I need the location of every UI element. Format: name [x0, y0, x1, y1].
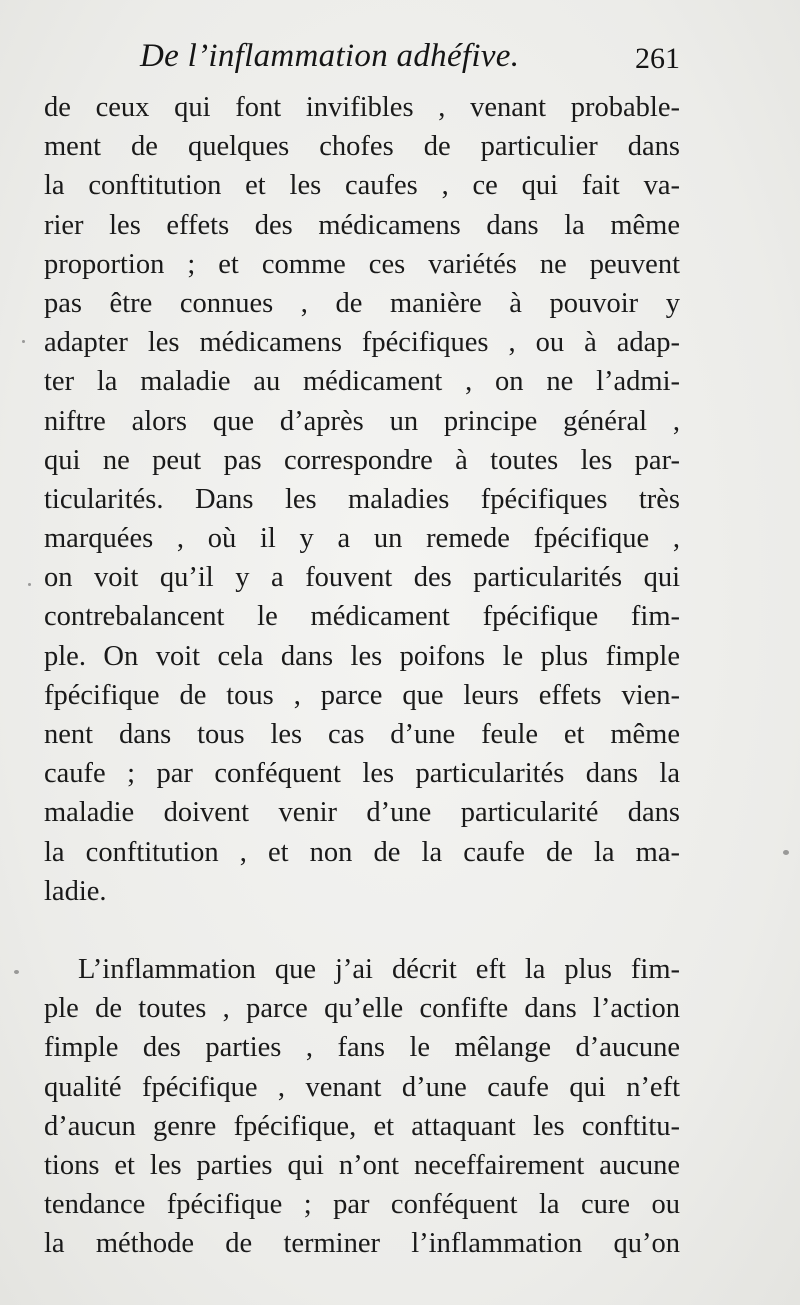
text-line: ple de toutes , parce qu’elle confifte dans l’action: [44, 993, 680, 1025]
text-line: pas être connues , de manière à pouvoir y: [44, 287, 680, 319]
text-line: ladie.: [44, 875, 107, 907]
text-line: caufe ; par conféquent les particularités dans la: [44, 758, 680, 790]
text-line: on voit qu’il y a fouvent des particularités qui: [44, 562, 680, 594]
text-line: L’inflammation que j’ai décrit eft la plus fim-: [78, 954, 680, 985]
paper-speck: [783, 850, 789, 855]
text-line: qui ne peut pas correspondre à toutes les par-: [44, 444, 680, 476]
running-head: [44, 38, 684, 88]
text-line: tendance fpécifique ; par conféquent la cure ou: [44, 1189, 680, 1221]
page-number: 261: [635, 42, 680, 75]
text-line: d’aucun genre fpécifique, et attaquant les conftitu-: [44, 1110, 680, 1142]
text-line: maladie doivent venir d’une particularité dans: [44, 797, 680, 829]
text-line: fpécifique de tous , parce que leurs effets vien-: [44, 679, 680, 711]
text-line: fimple des parties , fans le mêlange d’aucune: [44, 1032, 680, 1064]
paper-speck: [28, 583, 31, 586]
paragraph: [44, 950, 680, 1264]
text-line: proportion ; et comme ces variétés ne peuvent: [44, 248, 680, 280]
text-line: tions et les parties qui n’ont neceffairement aucune: [44, 1149, 680, 1181]
text-line: ticularités. Dans les maladies fpécifiques très: [44, 483, 680, 515]
text-line: niftre alors que d’après un principe général ,: [44, 405, 680, 437]
text-line: qualité fpécifique , venant d’une caufe qui n’eft: [44, 1071, 680, 1103]
text-line: adapter les médicamens fpécifiques , ou à adap-: [44, 327, 680, 359]
paragraph-continued: [44, 88, 680, 911]
text-line: rier les effets des médicamens dans la même: [44, 209, 680, 241]
text-line: de ceux qui font invifibles , venant probable-: [44, 92, 680, 123]
running-title: De l’inflammation adhéfive.: [140, 38, 520, 74]
text-line: ple. On voit cela dans les poifons le plus fimple: [44, 640, 680, 672]
text-line: contrebalancent le médicament fpécifique fim-: [44, 601, 680, 633]
paper-speck: [14, 970, 19, 974]
text-line: la conftitution et les caufes , ce qui fait va-: [44, 170, 680, 202]
text-line: nent dans tous les cas d’une feule et même: [44, 719, 680, 750]
paper-speck: [22, 340, 25, 343]
text-line: la conftitution , et non de la caufe de la ma-: [44, 836, 680, 868]
text-line: la méthode de terminer l’inflammation qu’on: [44, 1228, 680, 1260]
text-line: ment de quelques chofes de particulier dans: [44, 131, 680, 163]
text-line: marquées , où il y a un remede fpécifique ,: [44, 523, 680, 555]
text-line: ter la maladie au médicament , on ne l’admi-: [44, 366, 680, 398]
